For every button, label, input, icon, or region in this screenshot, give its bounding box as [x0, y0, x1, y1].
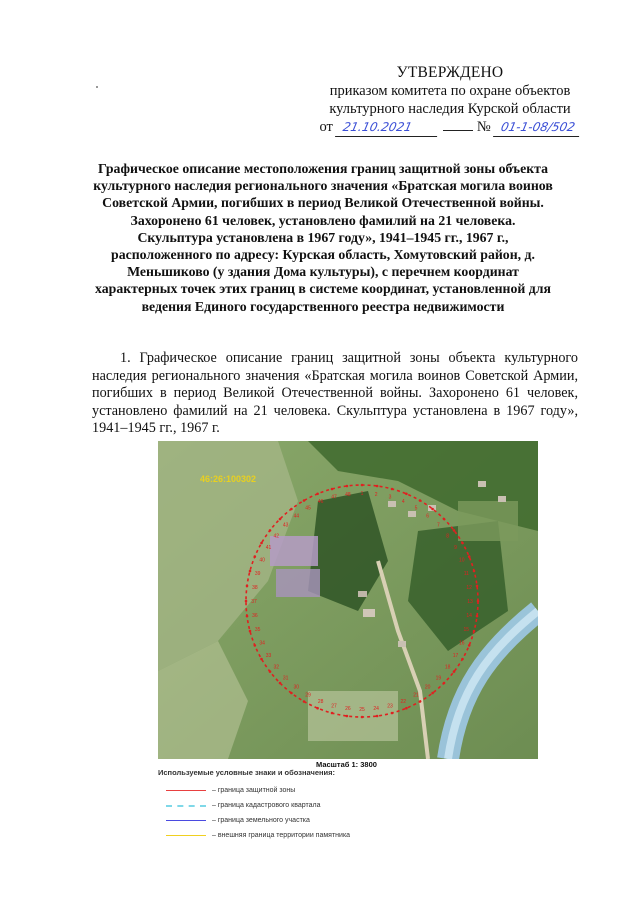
approval-line-2: культурного наследия Курской области — [329, 101, 571, 117]
cadastral-quarter-label: 46:26:100302 — [200, 474, 257, 484]
boundary-point — [431, 692, 434, 695]
boundary-point-label: 10 — [459, 557, 465, 564]
boundary-point — [303, 499, 306, 502]
boundary-point-label: 34 — [259, 640, 265, 647]
boundary-point-label: 27 — [331, 703, 337, 710]
building — [363, 609, 375, 617]
boundary-point — [473, 570, 476, 573]
boundary-point-label: 40 — [259, 557, 265, 564]
boundary-point — [346, 715, 349, 718]
boundary-point — [461, 542, 464, 545]
red-line-icon — [166, 790, 206, 791]
boundary-point — [453, 670, 456, 673]
boundary-point-label: 32 — [273, 664, 280, 671]
boundary-point-label: 12 — [466, 584, 472, 591]
field-plot-2 — [276, 569, 320, 597]
approval-line-1: приказом комитета по охране объектов — [329, 83, 571, 99]
boundary-point-label: 43 — [282, 522, 289, 529]
boundary-point — [419, 499, 422, 502]
map-canvas — [158, 441, 538, 759]
boundary-point — [290, 692, 293, 695]
boundary-point — [477, 600, 480, 603]
boundary-point — [468, 644, 471, 647]
boundary-point — [331, 488, 334, 491]
boundary-point-label: 47 — [331, 494, 337, 501]
boundary-point — [269, 529, 272, 532]
boundary-point — [245, 600, 248, 603]
boundary-point — [254, 644, 257, 647]
boundary-point-label: 42 — [273, 533, 280, 540]
legend-label: – граница земельного участка — [212, 817, 310, 824]
legend-item-cadastral-quarter — [158, 798, 538, 813]
boundary-point-label: 41 — [265, 545, 272, 551]
handwritten-date: 21.10.2021 — [335, 118, 441, 137]
boundary-point — [316, 493, 319, 496]
boundary-point — [391, 712, 394, 715]
boundary-point-label: 29 — [305, 692, 311, 699]
boundary-point — [376, 715, 379, 718]
garden-plots — [458, 501, 518, 541]
approval-date-number — [300, 118, 600, 137]
boundary-point — [290, 508, 293, 511]
legend-label: – граница защитной зоны — [212, 787, 296, 794]
boundary-point-label: 46 — [317, 499, 324, 506]
legend-title: Используемые условные знаки и обозначения: — [158, 768, 336, 777]
boundary-point-label: 33 — [265, 653, 272, 659]
yellow-line-icon — [166, 835, 206, 836]
boundary-point-label: 38 — [252, 584, 258, 591]
boundary-point-label: 6 — [426, 513, 430, 520]
legend-item-protection-zone — [158, 783, 538, 798]
boundary-point-label: 25 — [359, 707, 365, 713]
boundary-point-label: 18 — [444, 664, 451, 671]
date-underline — [443, 130, 473, 131]
boundary-point — [246, 615, 249, 618]
boundary-point-label: 11 — [463, 571, 469, 577]
boundary-point — [405, 707, 408, 710]
boundary-point — [316, 707, 319, 710]
section-paragraph — [92, 350, 578, 438]
boundary-point-label: 17 — [452, 653, 459, 659]
boundary-point-label: 36 — [252, 613, 258, 620]
boundary-point-label: 23 — [387, 703, 393, 710]
boundary-point-label: 21 — [413, 692, 419, 699]
boundary-point — [303, 700, 306, 703]
boundary-point — [443, 518, 446, 521]
cyan-dash-icon — [166, 805, 206, 807]
boundary-point-label: 9 — [454, 545, 457, 551]
boundary-point — [331, 712, 334, 715]
boundary-point — [361, 484, 364, 487]
document-heading: Графическое описание местоположения границ защитной зоны объекта культурного наследия регионального значения «Братская могила воинов Советской Армии, погибших в период Великой Отечественной войны. Захоронено 61 человек, установлено фамилий на 21 человека. Скульптура установлена в 1967 году», 1941–1945 гг., 1967 г., расположенного по адресу: Курская область, Хомутовский район, д. Меньшиково (у здания Дома культуры), с перечнем координат характерных точек этих границ в системе координат, установленной для ведения Единого государственного реестра недвижимости — [93, 161, 553, 314]
boundary-point-label: 35 — [254, 627, 261, 633]
boundary-point-label: 28 — [317, 698, 324, 705]
handwritten-number: 01-1-08/502 — [493, 118, 583, 137]
legend-item-land-plot — [158, 813, 538, 828]
boundary-point-label: 30 — [293, 684, 300, 691]
boundary-point-label: 16 — [459, 640, 465, 647]
paragraph-text: 1. Графическое описание границ защитной зоны объекта культурного наследия регионального значения «Братская могила воинов Советской Армии, погибших в период Великой Отечественной войны. Захоронено 61 человек, установлено фамилий на 21 человека. Скульптура установлена в 1967 году», 1941–1945 гг., 1967 г. — [92, 350, 578, 437]
building — [498, 496, 506, 502]
legend-label: – граница кадастрового квартала — [212, 802, 321, 809]
boundary-point-label: 20 — [424, 684, 431, 691]
scan-speck — [96, 86, 98, 88]
boundary-point — [260, 542, 263, 545]
legend-label: – внешняя граница территории памятника — [212, 832, 351, 839]
boundary-point-label: 48 — [345, 491, 351, 498]
boundary-point — [260, 658, 263, 661]
boundary-point — [405, 493, 408, 496]
building — [478, 481, 486, 487]
boundary-point-label: 15 — [463, 627, 470, 633]
number-prefix: № — [476, 119, 491, 135]
building — [408, 511, 416, 517]
boundary-point-label: 7 — [437, 522, 440, 529]
boundary-point — [249, 570, 252, 573]
satellite-map — [158, 441, 538, 759]
boundary-point — [468, 555, 471, 558]
boundary-point-label: 14 — [466, 613, 472, 620]
boundary-point-label: 37 — [251, 599, 257, 605]
boundary-point-label: 8 — [446, 533, 450, 540]
boundary-point — [361, 716, 364, 719]
boundary-point-label: 26 — [345, 706, 351, 713]
boundary-point — [346, 485, 349, 488]
date-prefix: от — [319, 119, 333, 135]
map-legend — [158, 768, 538, 843]
boundary-point-label: 4 — [401, 499, 405, 506]
map-scale: Масштаб 1: 3800 — [316, 760, 377, 769]
boundary-point-label: 24 — [373, 706, 379, 713]
boundary-point — [476, 585, 479, 588]
boundary-point-label: 22 — [400, 698, 407, 705]
boundary-point — [279, 518, 282, 521]
building — [388, 501, 396, 507]
boundary-point-label: 31 — [282, 675, 289, 682]
boundary-point-label: 44 — [293, 513, 300, 520]
boundary-point — [443, 682, 446, 685]
boundary-point-label: 45 — [305, 505, 311, 512]
boundary-point — [473, 630, 476, 633]
boundary-point — [254, 555, 257, 558]
building — [358, 591, 367, 597]
building — [398, 641, 406, 647]
boundary-point-label: 2 — [374, 491, 378, 498]
boundary-point-label: 5 — [414, 505, 418, 512]
boundary-point — [269, 670, 272, 673]
boundary-point — [391, 488, 394, 491]
legend-item-monument-territory — [158, 828, 538, 843]
approval-title: УТВЕРЖДЕНО — [396, 64, 504, 81]
boundary-point-label: 3 — [388, 494, 392, 501]
boundary-point — [249, 630, 252, 633]
boundary-point — [279, 682, 282, 685]
boundary-point — [453, 529, 456, 532]
boundary-point — [476, 615, 479, 618]
boundary-point-label: 39 — [254, 571, 261, 577]
boundary-point — [461, 658, 464, 661]
boundary-point — [419, 700, 422, 703]
blue-line-icon — [166, 820, 206, 821]
boundary-point-label: 19 — [435, 675, 442, 682]
field-plot-1 — [270, 536, 318, 566]
boundary-point-label: 1 — [360, 491, 364, 497]
approval-stamp — [300, 64, 600, 137]
boundary-point-label: 13 — [467, 599, 473, 605]
boundary-point — [376, 485, 379, 488]
boundary-point — [246, 585, 249, 588]
boundary-point — [431, 508, 434, 511]
